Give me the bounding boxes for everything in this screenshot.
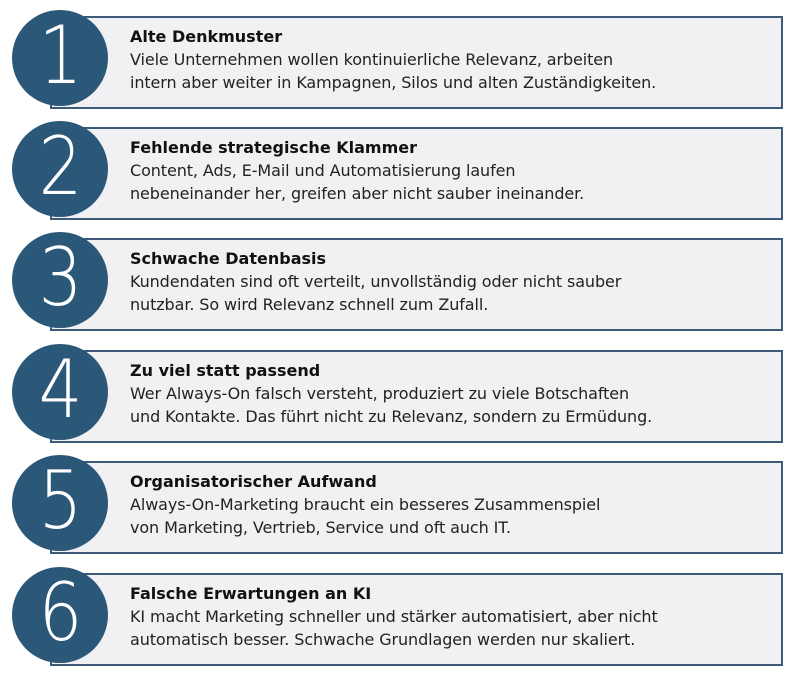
item-text — [130, 137, 775, 205]
number-circle — [12, 567, 108, 663]
item-description-line: Viele Unternehmen wollen kontinuierliche Relevanz, arbeiten — [130, 50, 614, 69]
list-item-2 — [0, 111, 800, 223]
item-description-line: nebeneinander her, greifen aber nicht sauber ineinander. — [130, 184, 585, 203]
item-number: 4 — [38, 343, 82, 436]
item-description-line: und Kontakte. Das führt nicht zu Relevanz, sondern zu Ermüdung. — [130, 407, 653, 426]
item-title: Fehlende strategische Klammer — [130, 138, 418, 157]
number-circle — [12, 455, 108, 551]
item-text — [130, 583, 775, 651]
item-title: Organisatorischer Aufwand — [130, 472, 377, 491]
item-description-line: von Marketing, Vertrieb, Service und oft auch IT. — [130, 518, 511, 537]
list-item-6 — [0, 557, 800, 669]
item-description-line: Content, Ads, E-Mail und Automatisierung laufen — [130, 161, 516, 180]
number-circle — [12, 121, 108, 217]
item-title: Schwache Datenbasis — [130, 249, 327, 268]
item-number: 1 — [38, 9, 82, 102]
item-title: Alte Denkmuster — [130, 27, 283, 46]
item-text — [130, 248, 775, 316]
item-description-line: intern aber weiter in Kampagnen, Silos und alten Zuständigkeiten. — [130, 73, 657, 92]
item-description-line: KI macht Marketing schneller und stärker automatisiert, aber nicht — [130, 607, 658, 626]
number-circle — [12, 232, 108, 328]
item-description-line: automatisch besser. Schwache Grundlagen werden nur skaliert. — [130, 630, 636, 649]
item-description-line: Always-On-Marketing braucht ein besseres Zusammenspiel — [130, 495, 601, 514]
list-item-1 — [0, 0, 800, 112]
item-number: 6 — [38, 566, 82, 659]
item-number: 3 — [38, 231, 82, 324]
list-item-4 — [0, 334, 800, 446]
item-number: 2 — [38, 120, 82, 213]
number-circle — [12, 10, 108, 106]
number-circle — [12, 344, 108, 440]
item-text — [130, 471, 775, 539]
list-item-5 — [0, 445, 800, 557]
item-text — [130, 360, 775, 428]
item-description-line: Wer Always-On falsch versteht, produziert zu viele Botschaften — [130, 384, 630, 403]
item-text — [130, 26, 775, 94]
item-title: Zu viel statt passend — [130, 361, 321, 380]
item-description-line: nutzbar. So wird Relevanz schnell zum Zufall. — [130, 295, 489, 314]
item-title: Falsche Erwartungen an KI — [130, 584, 372, 603]
list-item-3 — [0, 222, 800, 334]
item-number: 5 — [38, 454, 82, 547]
item-description-line: Kundendaten sind oft verteilt, unvollständig oder nicht sauber — [130, 272, 622, 291]
